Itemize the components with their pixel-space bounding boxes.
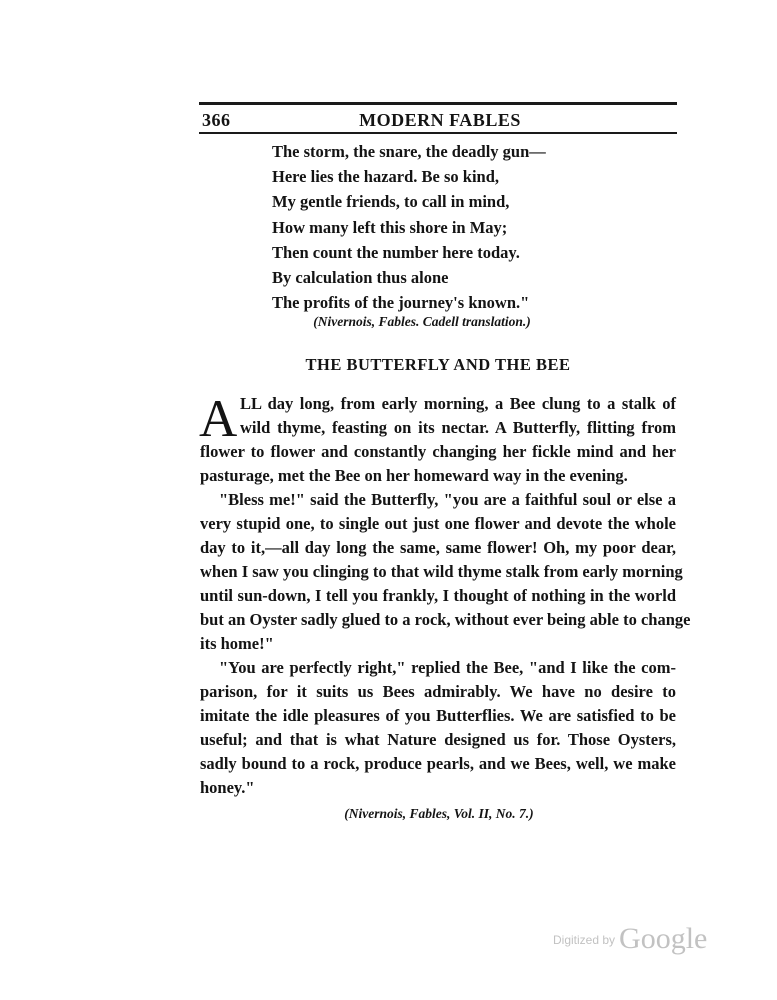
poem-attribution: (Nivernois, Fables. Cadell translation.) [313,314,531,329]
paragraph-line: but an Oyster sadly glued to a rock, without ever being able to change [200,610,691,629]
poem-line: The storm, the snare, the deadly gun— [272,142,546,161]
poem-line: How many left this shore in May; [272,217,508,237]
paragraph-line: "You are perfectly right," replied the Bee, "and I like the com- [219,658,676,677]
paragraph-line: LL day long, from early morning, a Bee clung to a stalk of [240,394,676,413]
watermark-prefix: Digitized by [553,933,616,947]
running-title: MODERN FABLES [359,110,521,130]
paragraph-line: honey." [200,778,255,797]
paragraph-line: "Bless me!" said the Butterfly, "you are a faithful soul or else a [219,490,676,509]
paragraph-line: its home!" [200,634,274,653]
paragraph-line: until sun-down, I tell you frankly, I thought of nothing in the world [200,586,676,605]
poem-line: My gentle friends, to call in mind, [272,192,510,212]
fable-title: THE BUTTERFLY AND THE BEE [305,355,571,374]
header-rule-bottom [199,132,677,134]
paragraph-line: sadly bound to a rock, produce pearls, and we Bees, well, we make [200,754,676,773]
poem-line: The profits of the journey's known." [272,293,530,313]
paragraph-line: day to it,—all day long the same, same flower! Oh, my poor dear, [200,538,676,557]
google-logo: Google [619,922,708,955]
poem-verse [272,139,546,315]
page-number: 366 [202,110,231,130]
paragraph-line: very stupid one, to single out just one flower and devote the whole [200,514,676,533]
paragraph-line: flower to flower and constantly changing her fickle mind and her [200,442,676,461]
drop-cap: A [199,390,238,448]
header-rule-top [199,102,677,105]
paragraph-line: parison, for it suits us Bees admirably. We have no desire to [200,682,676,701]
fable-attribution: (Nivernois, Fables, Vol. II, No. 7.) [344,806,534,821]
paragraph-line: useful; and that is what Nature designed us for. Those Oysters, [200,730,676,749]
paragraph-line: when I saw you clinging to that wild thyme stalk from early morning [200,562,683,581]
paragraph-line: wild thyme, feasting on its nectar. A Butterfly, flitting from [240,418,676,437]
poem-line: Then count the number here today. [272,242,520,262]
paragraph-line: pasturage, met the Bee on her homeward way in the evening. [200,466,628,485]
digitized-watermark [553,922,707,956]
poem-line: By calculation thus alone [272,268,449,288]
poem-line: Here lies the hazard. Be so kind, [272,167,500,187]
paragraph-line: imitate the idle pleasures of you Butterflies. We are satisfied to be [200,706,676,725]
